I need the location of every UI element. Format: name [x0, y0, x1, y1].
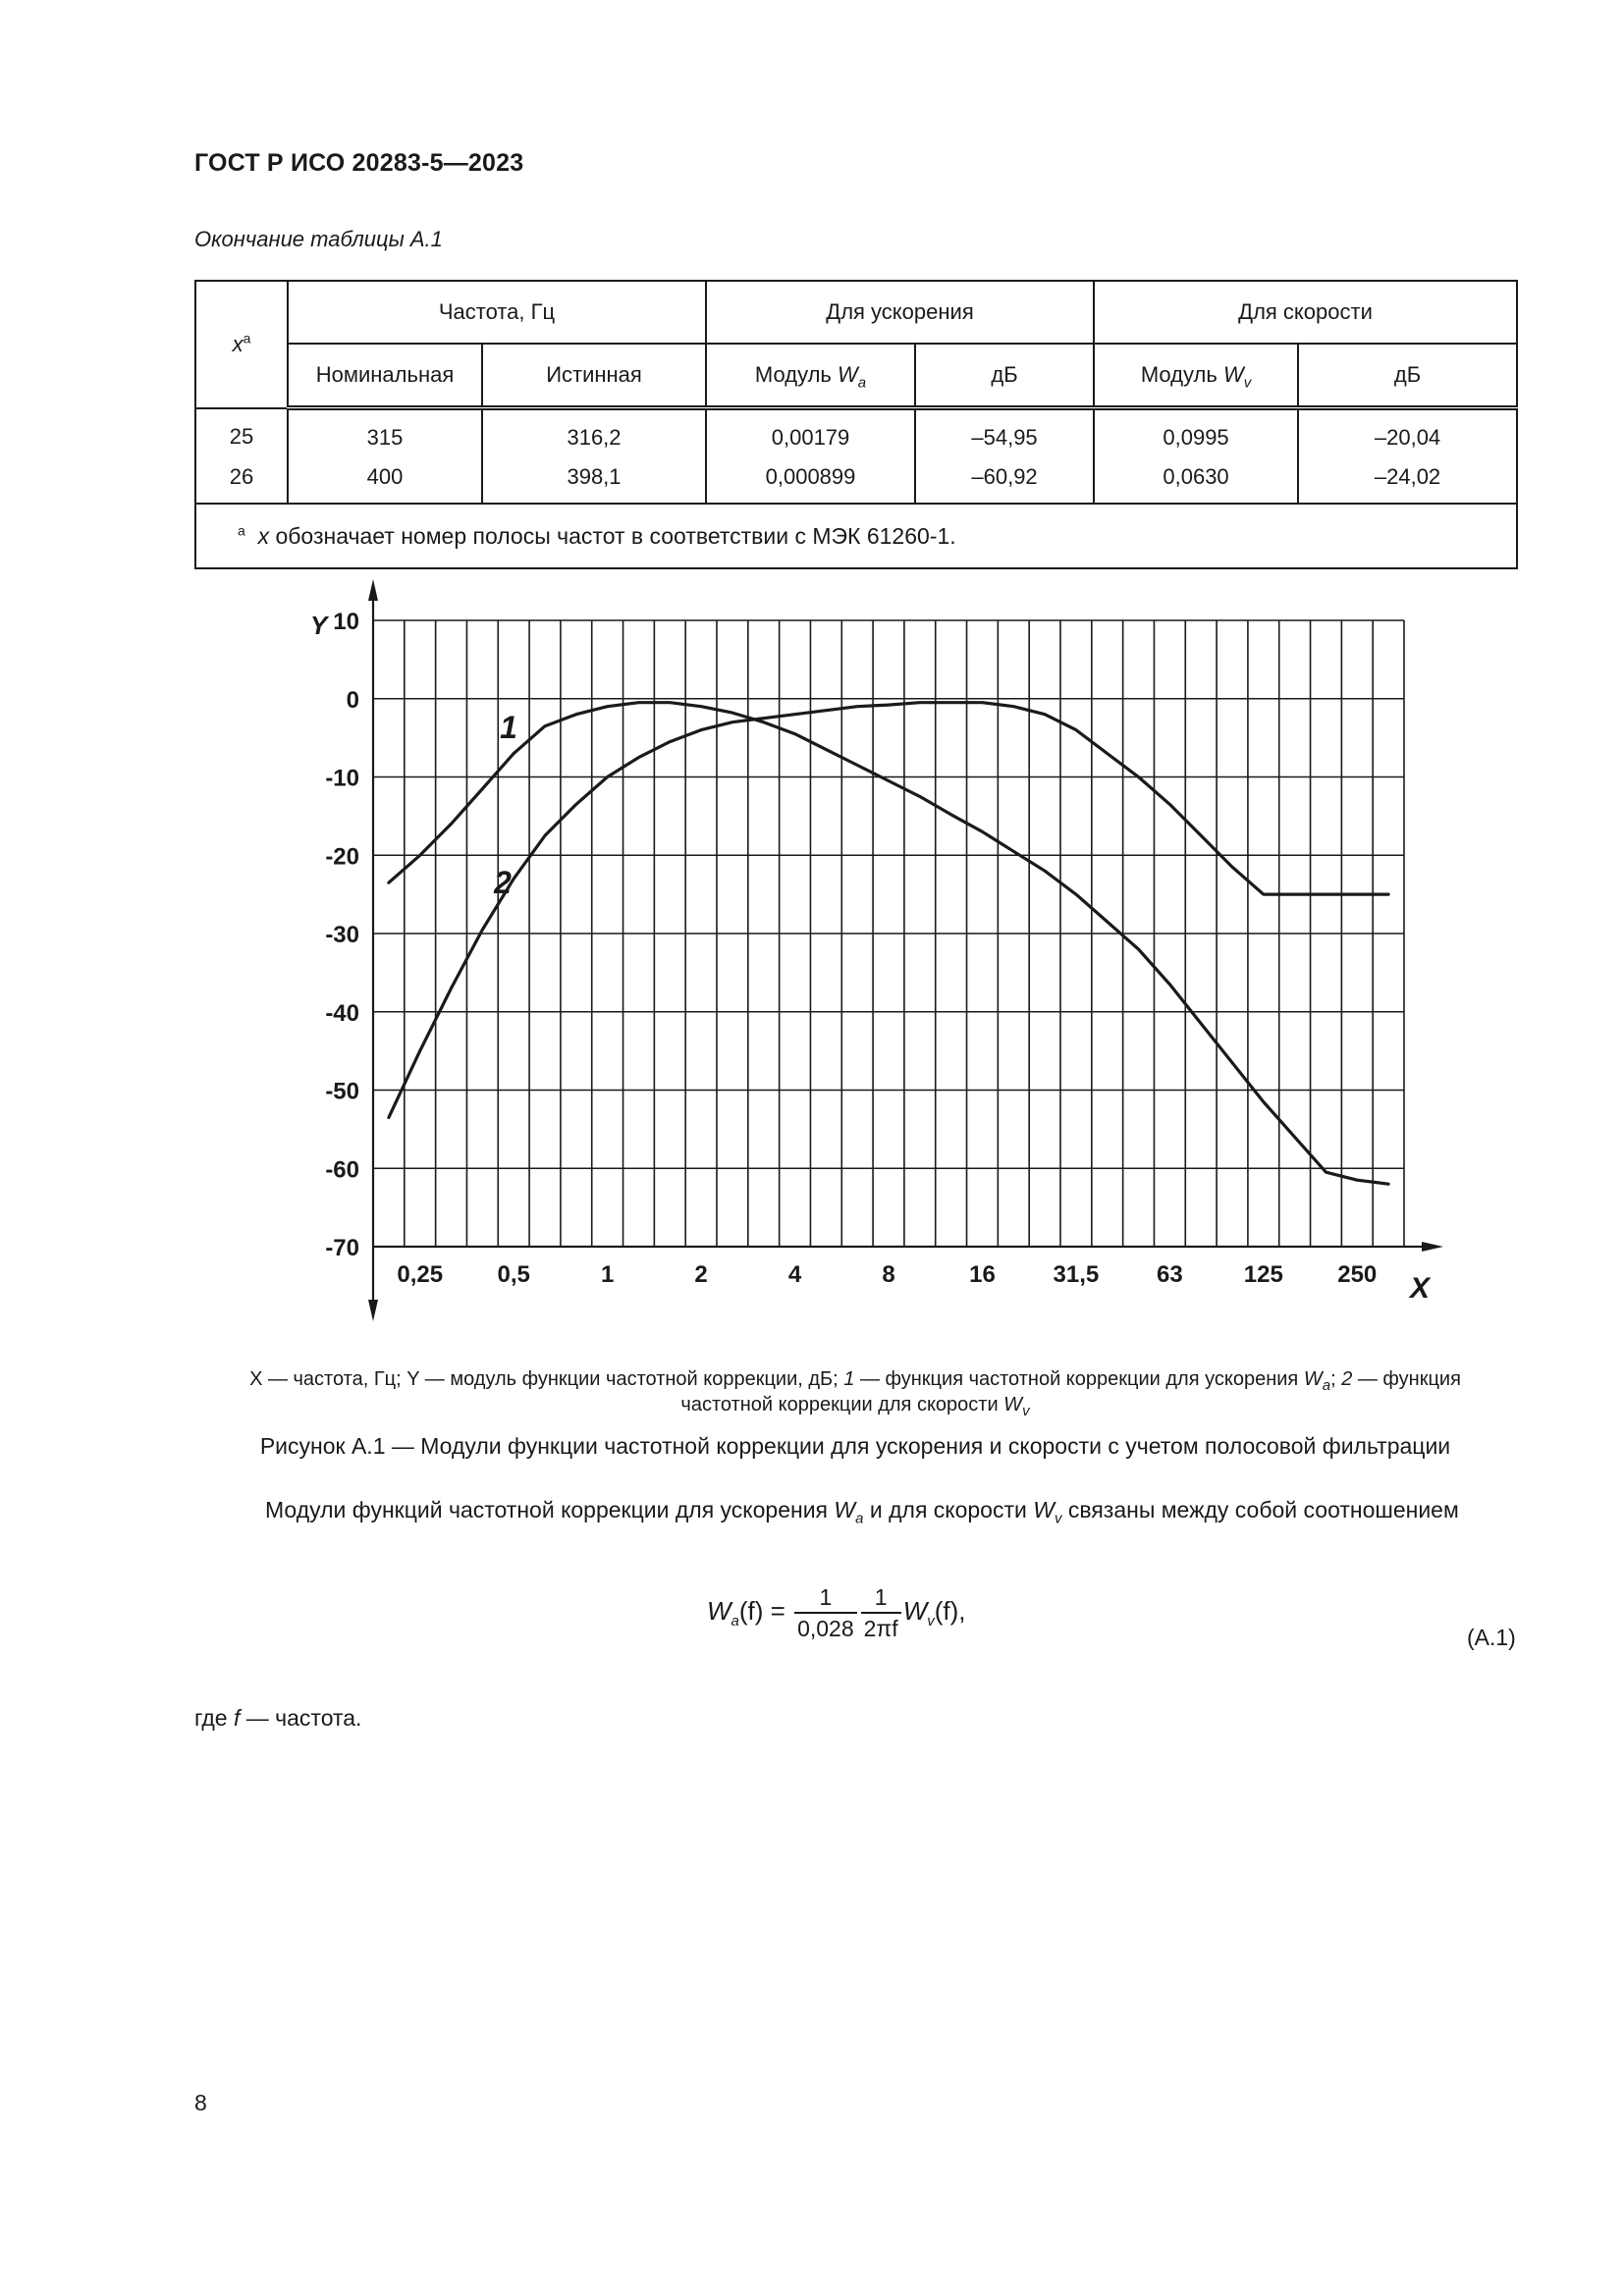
table-cell: 0,0995: [1094, 408, 1298, 458]
header-acceleration: Для ускорения: [706, 281, 1094, 344]
table-cell: –20,04: [1298, 408, 1517, 458]
x-tick-label: 2: [694, 1261, 708, 1288]
x-tick-label: 1: [600, 1261, 615, 1288]
x-tick-label: 8: [882, 1261, 895, 1288]
table-cell: –24,02: [1298, 457, 1517, 504]
series-line-1: [389, 703, 1388, 1184]
fraction-2: $\frac{1}{2\pi f}$: [861, 1582, 901, 1643]
x-tick-label: 0,5: [497, 1261, 530, 1288]
x-tick-label: 31,5: [1053, 1261, 1100, 1288]
y-tick-label: -60: [325, 1156, 359, 1184]
header-modulus-wa: Модуль $W_a$: [706, 344, 915, 408]
table-cell: 400: [288, 457, 482, 504]
document-header: ГОСТ Р ИСО 20283-5—2023: [194, 149, 524, 177]
chart-grid: [373, 620, 1404, 1247]
y-axis-arrow: [368, 579, 378, 601]
x-tick-label: 63: [1157, 1261, 1183, 1288]
table-footnote: $^a$ x обозначает номер полосы частот в соответствии с МЭК 61260-1.: [195, 504, 1517, 568]
header-x: $x^a$: [195, 281, 288, 408]
y-tick-label: 10: [333, 609, 359, 635]
fraction-1: $\frac{1}{0,028}$: [794, 1582, 857, 1643]
x-tick-label: 16: [969, 1261, 996, 1288]
y-tick-label: -30: [325, 922, 359, 948]
figure-legend: X — частота, Гц; Y — модуль функции частотной коррекции, дБ; 1 — функция частотной коррекции для ускорения $W_a$; 2 — функция частотной коррекции для скорости $W_v$: [249, 1368, 1461, 1419]
table-cell: 0,00179: [706, 408, 915, 458]
y-tick-label: -40: [325, 999, 359, 1027]
table-cell: 316,2: [482, 408, 706, 458]
equation-number: (А.1): [1467, 1625, 1516, 1650]
x-tick-label: 125: [1243, 1261, 1283, 1288]
header-velocity: Для скорости: [1094, 281, 1517, 344]
header-modulus-wv: Модуль $W_v$: [1094, 344, 1298, 408]
x-tick-labels: [397, 1261, 1377, 1288]
y-axis-label: Y: [310, 611, 328, 640]
body-paragraph: Модули функций частотной коррекции для ускорения $W_a$ и для скорости $W_v$ связаны между собой соотношением: [265, 1497, 1459, 1527]
table-cell: 26: [195, 457, 288, 504]
table-cell: –60,92: [915, 457, 1094, 504]
header-true: Истинная: [482, 344, 706, 408]
header-frequency: Частота, Гц: [288, 281, 706, 344]
y-tick-label: -20: [325, 843, 359, 871]
table-cell: 315: [288, 408, 482, 458]
x-axis-label: X: [1410, 1272, 1431, 1305]
table-cell: 0,000899: [706, 457, 915, 504]
table-cell: –54,95: [915, 408, 1094, 458]
table-cell: 0,0630: [1094, 457, 1298, 504]
y-tick-label: -50: [325, 1078, 359, 1105]
series-label-1: 1: [500, 710, 517, 745]
y-tick-label: -10: [325, 765, 359, 792]
table-cell: 25: [195, 408, 288, 458]
y-tick-labels: [325, 609, 359, 1261]
header-db-v: дБ: [1298, 344, 1517, 408]
page-number: 8: [194, 2090, 207, 2115]
x-axis-arrow: [1422, 1242, 1443, 1252]
series-label-2: 2: [494, 865, 512, 900]
x-tick-label: 4: [787, 1261, 802, 1288]
header-nominal: Номинальная: [288, 344, 482, 408]
x-tick-label: 0,25: [397, 1261, 444, 1288]
y-tick-label: -70: [325, 1235, 359, 1261]
series-line-2: [389, 703, 1388, 1118]
chart-series: [389, 703, 1388, 1184]
x-tick-label: 250: [1337, 1261, 1378, 1288]
y-axis-arrow-bottom: [368, 1300, 378, 1321]
where-clause: где f — частота.: [194, 1705, 362, 1731]
formula: $W_a(f)$ = $\frac{1}{0,028}$ $\frac{1}{2\pi f}$ $W_v(f)$,: [707, 1584, 966, 1641]
figure-title: Рисунок А.1 — Модули функции частотной коррекции для ускорения и скорости с учетом полосовой фильтрации: [259, 1433, 1451, 1459]
table-cell: 398,1: [482, 457, 706, 504]
header-db-a: дБ: [915, 344, 1094, 408]
table-caption: Окончание таблицы А.1: [194, 227, 443, 251]
y-tick-label: 0: [346, 686, 359, 714]
